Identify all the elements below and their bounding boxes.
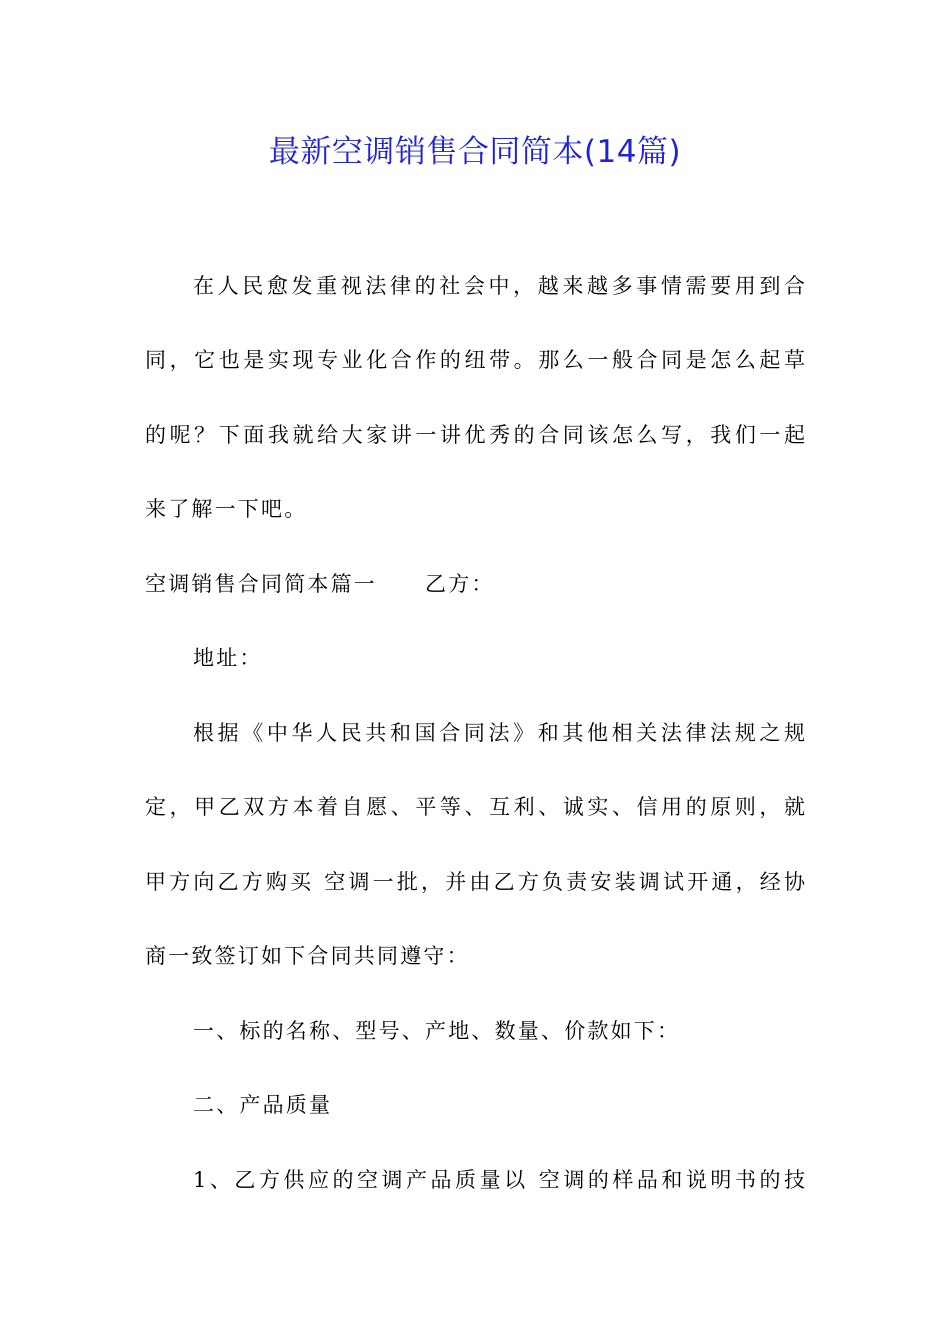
intro-line-2: 同，它也是实现专业化合作的纽带。那么一般合同是怎么起草 — [145, 348, 805, 372]
body-line-1: 根据《中华人民共和国合同法》和其他相关法律法规之规 — [193, 721, 805, 745]
document-title: 最新空调销售合同简本(14篇) — [268, 134, 682, 170]
address-label: 地址： — [193, 646, 263, 670]
body-line-4: 商一致签订如下合同共同遵守： — [145, 944, 470, 968]
clause-2-item-1: 1、乙方供应的空调产品质量以 空调的样品和说明书的技 — [193, 1168, 805, 1192]
party-b-label: 乙方： — [425, 572, 495, 596]
body-line-3: 甲方向乙方购买 空调一批，并由乙方负责安装调试开通，经协 — [145, 870, 805, 894]
intro-line-1: 在人民愈发重视法律的社会中，越来越多事情需要用到合 — [193, 274, 805, 298]
clause-2-heading: 二、产品质量 — [193, 1093, 333, 1117]
intro-line-3: 的呢？下面我就给大家讲一讲优秀的合同该怎么写，我们一起 — [145, 423, 805, 447]
section-heading-line — [145, 569, 805, 599]
intro-line-4: 来了解一下吧。 — [145, 497, 308, 521]
body-line-2: 定，甲乙双方本着自愿、平等、互利、诚实、信用的原则，就 — [145, 795, 805, 819]
clause-1: 一、标的名称、型号、产地、数量、价款如下： — [193, 1019, 681, 1043]
section-heading: 空调销售合同简本篇一 — [145, 572, 377, 596]
